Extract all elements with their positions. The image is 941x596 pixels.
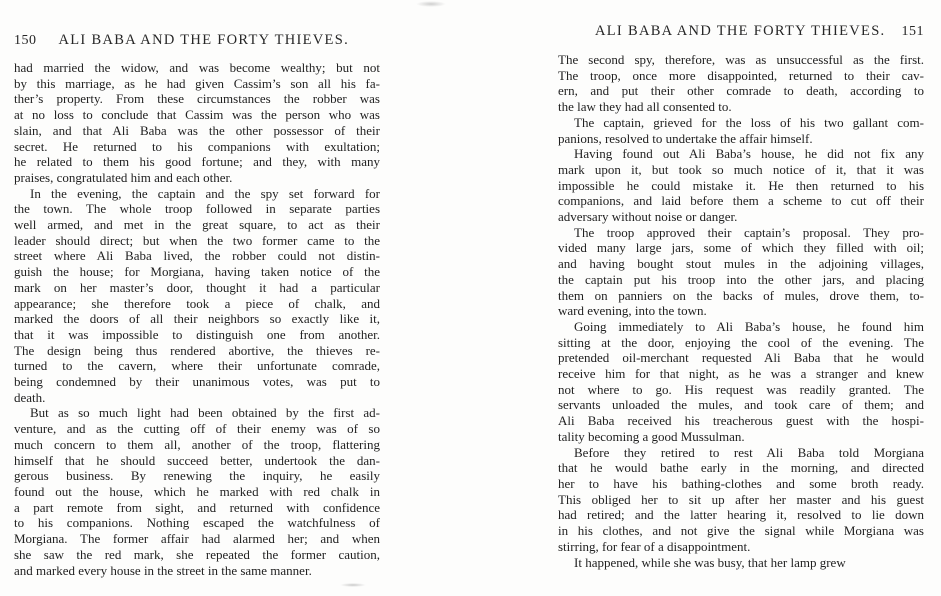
text-line: the captain put his troop into the other jars, and placing xyxy=(558,271,924,287)
text-line: Ali Baba received his treacherous guest with the hospi- xyxy=(558,413,924,429)
running-title: ALI BABA AND THE FORTY THIEVES. xyxy=(594,23,886,39)
text-line: impossible he could mistake it. He then returned to his xyxy=(558,177,924,193)
text-line: well armed, and met in the great square, to act as their xyxy=(14,217,380,233)
text-line: secret. He returned to his companions with exultation; xyxy=(14,138,380,154)
text-line: himself that he should succeed better, undertook the dan- xyxy=(14,452,380,468)
text-line: he related to them his good fortune; and they, with many xyxy=(14,154,380,170)
text-line: mark upon it, but took so much notice of it, that it was xyxy=(558,161,924,177)
text-line: not where to go. His request was readily granted. The xyxy=(558,381,924,397)
running-head-left xyxy=(14,33,380,48)
text-line: she saw the red mark, she repeated the former caution, xyxy=(14,546,380,562)
text-line: receive him for that night, as he was a stranger and knew xyxy=(558,366,924,382)
text-line: them on panniers on the backs of mules, drove them, to- xyxy=(558,287,924,303)
text-line: Before they retired to rest Ali Baba told Morgiana xyxy=(574,444,924,460)
text-line: death. xyxy=(14,389,46,405)
text-line: Going immediately to Ali Baba’s house, he found him xyxy=(574,318,924,334)
text-line: ern, and put their other comrade to death, according to xyxy=(558,83,924,99)
text-line: The captain, grieved for the loss of his two gallant com- xyxy=(574,114,924,130)
scan-smudge xyxy=(340,583,366,587)
text-line: a part remote from sight, and returned with confidence xyxy=(14,499,380,515)
text-line: praises, congratulated him and each other. xyxy=(14,169,233,185)
page-number: 151 xyxy=(901,24,924,39)
text-line: ther’s property. From these circumstances the robber was xyxy=(14,91,380,107)
text-line: in his clothes, and not give the signal while Morgiana was xyxy=(558,523,924,539)
page-151 xyxy=(558,24,924,570)
text-line: and marked every house in the street in the same manner. xyxy=(14,562,312,578)
text-line: adversary without noise or danger. xyxy=(558,209,738,225)
text-line: turned to the cavern, where their unfortunate comrade, xyxy=(14,358,380,374)
text-line: the town. The whole troop followed in separate parties xyxy=(14,201,380,217)
text-line: being condemned by their unanimous votes, was put to xyxy=(14,374,380,390)
text-line: The second spy, therefore, was as unsuccessful as the first. xyxy=(558,52,924,67)
text-line: But as so much light had been obtained by the first ad- xyxy=(30,405,380,421)
text-line: leader should direct; but when the two former came to the xyxy=(14,232,380,248)
text-line: that he would bathe early in the morning, and directed xyxy=(558,460,924,476)
text-line: much concern to them all, another of the troop, flattering xyxy=(14,436,380,452)
text-line: tality becoming a good Mussulman. xyxy=(558,428,745,444)
text-line: companions, and laid before them a scheme to cut off their xyxy=(558,193,924,209)
page-150 xyxy=(14,33,380,578)
text-line: stirring, for fear of a disappointment. xyxy=(558,538,751,554)
text-line: slain, and that Ali Baba was the other possessor of their xyxy=(14,122,380,138)
text-line: The design being thus rendered abortive, the thieves re- xyxy=(14,342,380,358)
page-text xyxy=(558,52,924,570)
text-line: appearance; she therefore took a piece of chalk, and xyxy=(14,295,380,311)
text-line: ward evening, into the town. xyxy=(558,303,707,319)
text-line: by this marriage, as he had given Cassim’s son all his fa- xyxy=(14,75,380,91)
text-line: panions, resolved to undertake the affair himself. xyxy=(558,130,813,146)
text-line: had married the widow, and was become wealthy; but not xyxy=(14,60,380,75)
text-line: had retired; and the latter hearing it, resolved to lie down xyxy=(558,507,924,523)
text-line: vided many large jars, some of which they filled with oil; xyxy=(558,240,924,256)
text-line: gerous business. By renewing the inquiry, he easily xyxy=(14,468,380,484)
text-line: servants unloaded the mules, and took care of them; and xyxy=(558,397,924,413)
text-line: Morgiana. The former affair had alarmed her; and when xyxy=(14,531,380,547)
text-line: the law they had all consented to. xyxy=(558,99,732,115)
text-line: street where Ali Baba lived, the robber could not distin- xyxy=(14,248,380,264)
text-line: venture, and as the cutting off of their enemy was of so xyxy=(14,421,380,437)
page-text xyxy=(14,60,380,578)
text-line: Having found out Ali Baba’s house, he did not fix any xyxy=(574,146,924,162)
text-line: The troop approved their captain’s proposal. They pro- xyxy=(574,224,924,240)
text-line: guish the house; for Morgiana, having taken notice of the xyxy=(14,264,380,280)
text-line: her to have his bathing-clothes and some broth ready. xyxy=(558,475,924,491)
text-line: to his companions. Nothing escaped the watchfulness of xyxy=(14,515,380,531)
text-line: that it was impossible to distinguish one from another. xyxy=(14,326,380,342)
running-title: ALI BABA AND THE FORTY THIEVES. xyxy=(58,32,350,48)
text-line: In the evening, the captain and the spy set forward for xyxy=(30,185,380,201)
text-line: It happened, while she was busy, that her lamp grew xyxy=(574,554,846,570)
text-line: mark on her master’s door, thought it had a particular xyxy=(14,279,380,295)
text-line: and having bought stout mules in the adjoining villages, xyxy=(558,256,924,272)
text-line: at no loss to conclude that Cassim was the person who was xyxy=(14,107,380,123)
page-number: 150 xyxy=(14,33,37,48)
running-head-right xyxy=(558,24,924,39)
scan-smudge xyxy=(416,1,446,7)
text-line: This obliged her to sit up after her master and his guest xyxy=(558,491,924,507)
text-line: The troop, once more disappointed, returned to their cav- xyxy=(558,67,924,83)
text-line: found out the house, which he marked with red chalk in xyxy=(14,483,380,499)
text-line: pretended oil-merchant requested Ali Baba that he would xyxy=(558,350,924,366)
text-line: marked the doors of all their neighbors so exactly like it, xyxy=(14,311,380,327)
text-line: sitting at the door, enjoying the cool of the evening. The xyxy=(558,334,924,350)
